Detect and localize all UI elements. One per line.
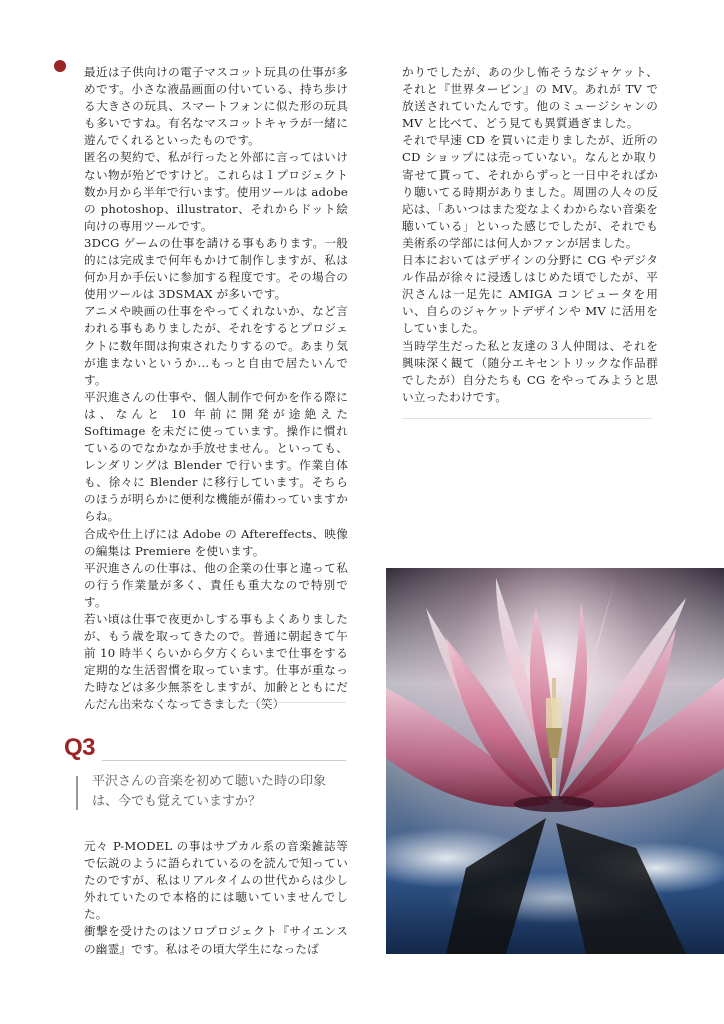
paragraph: 合成や仕上げには Adobe の Aftereffects、映像の編集は Premiere を使います。 bbox=[84, 526, 348, 558]
paragraph: 匿名の契約で、私が行ったと外部に言ってはいけない物が殆どですけど。これらは１プロジェクト数か月から半年で行います。使用ツールは adobe の photoshop、illustrator、それからドット絵向けの専用ツールです。 bbox=[84, 150, 348, 233]
paragraph: 平沢進さんの仕事は、他の企業の仕事と違って私の行う作業量が多く、責任も重大なので特別です。 bbox=[84, 560, 348, 609]
lotus-artwork-image bbox=[386, 568, 724, 954]
answer-text-column bbox=[84, 838, 348, 958]
heading-rule bbox=[102, 760, 346, 761]
paragraph: 若い頃は仕事で夜更かしする事もよくありましたが、もう歳を取ってきたので。普通に朝起きて午前 10 時半くらいから夕方くらいまで仕事をする定期的な生活習慣を取っています。仕事が重なった時などは多少無茶をしますが、加齢とともにだんだん出来なくなってきました（笑） bbox=[84, 612, 348, 712]
paragraph: 最近は子供向けの電子マスコット玩具の仕事が多めです。小さな液晶画面の付いている、持ち歩ける大きさの玩具、スマートフォンに似た形の玩具も多いですね。有名なマスコットキャラが一緒に遊んでくれるといったものです。 bbox=[84, 65, 348, 148]
section-bullet-dot bbox=[54, 60, 66, 72]
column-divider bbox=[402, 418, 652, 419]
paragraph: かりでしたが、あの少し怖そうなジャケット、それと『世界タービン』の MV。あれが TV で放送されていたんです。他のミュージシャンの MV と比べて、どう見ても異質過ぎました。 bbox=[402, 65, 658, 131]
paragraph: 元々 P-MODEL の事はサブカル系の音楽雑誌等で伝説のように語られているのを読んで知っていたのですが、私はリアルタイムの世代からは少し外れていたので本格的には聴いていませんでした。 bbox=[84, 839, 348, 922]
paragraph: 衝撃を受けたのはソロプロジェクト『サイエンスの幽霊』です。私はその頃大学生になったば bbox=[84, 924, 348, 956]
paragraph: アニメや映画の仕事をやってくれないか、など言われる事もありましたが、それをするとプロジェクトに数年間は拘束されたりするので。あまり気が進まないというか…もっと自由で居たいんです。 bbox=[84, 304, 348, 387]
paragraph: 平沢進さんの仕事や、個人制作で何かを作る際には、なんと 10 年前に開発が途絶えた Softimage を未だに使っています。操作に慣れているのでなかなか手放せません。といっても、レンダリングは Blender で行います。作業自体も、徐々に Blender に移行しています。そちらのほうが明らかに便利な機能が備わっていますからね。 bbox=[84, 389, 348, 524]
paragraph: それで早速 CD を買いに走りましたが、近所の CD ショップには売っていない。なんとか取り寄せて貰って、それからずっと一日中そればかり聴いてる時期がありました。周囲の人々の反応は、「あいつはまた変なよくわからない音楽を聴いている」といった感じでしたが、それでも美術系の学部には何人かファンが居ました。 bbox=[402, 133, 658, 250]
column-divider bbox=[84, 702, 346, 703]
right-text-column bbox=[402, 64, 658, 406]
question-quote-bar bbox=[76, 776, 78, 810]
paragraph: 当時学生だった私と友達の３人仲間は、それを興味深く観て（随分エキセントリックな作品群でしたが）自分たちも CG をやってみようと思い立ったわけです。 bbox=[402, 338, 658, 404]
question-number-heading: Q3 bbox=[64, 734, 96, 761]
question-text: 平沢さんの音楽を初めて聴いた時の印象は、今でも覚えていますか？ bbox=[92, 774, 327, 809]
paragraph: 日本においてはデザインの分野に CG やデジタル作品が徐々に浸透しはじめた頃でしたが、平沢さんは一足先に AMIGA コンピュータを用い、自らのジャケットデザインや MV に活用をしていました。 bbox=[402, 253, 658, 336]
paragraph: 3DCG ゲームの仕事を請ける事もあります。一般的には完成まで何年もかけて制作しますが、私は何か月か手伝いに参加する程度です。その場合の使用ツールは 3DSMAX が多いです。 bbox=[84, 235, 348, 302]
left-text-column bbox=[84, 64, 348, 714]
